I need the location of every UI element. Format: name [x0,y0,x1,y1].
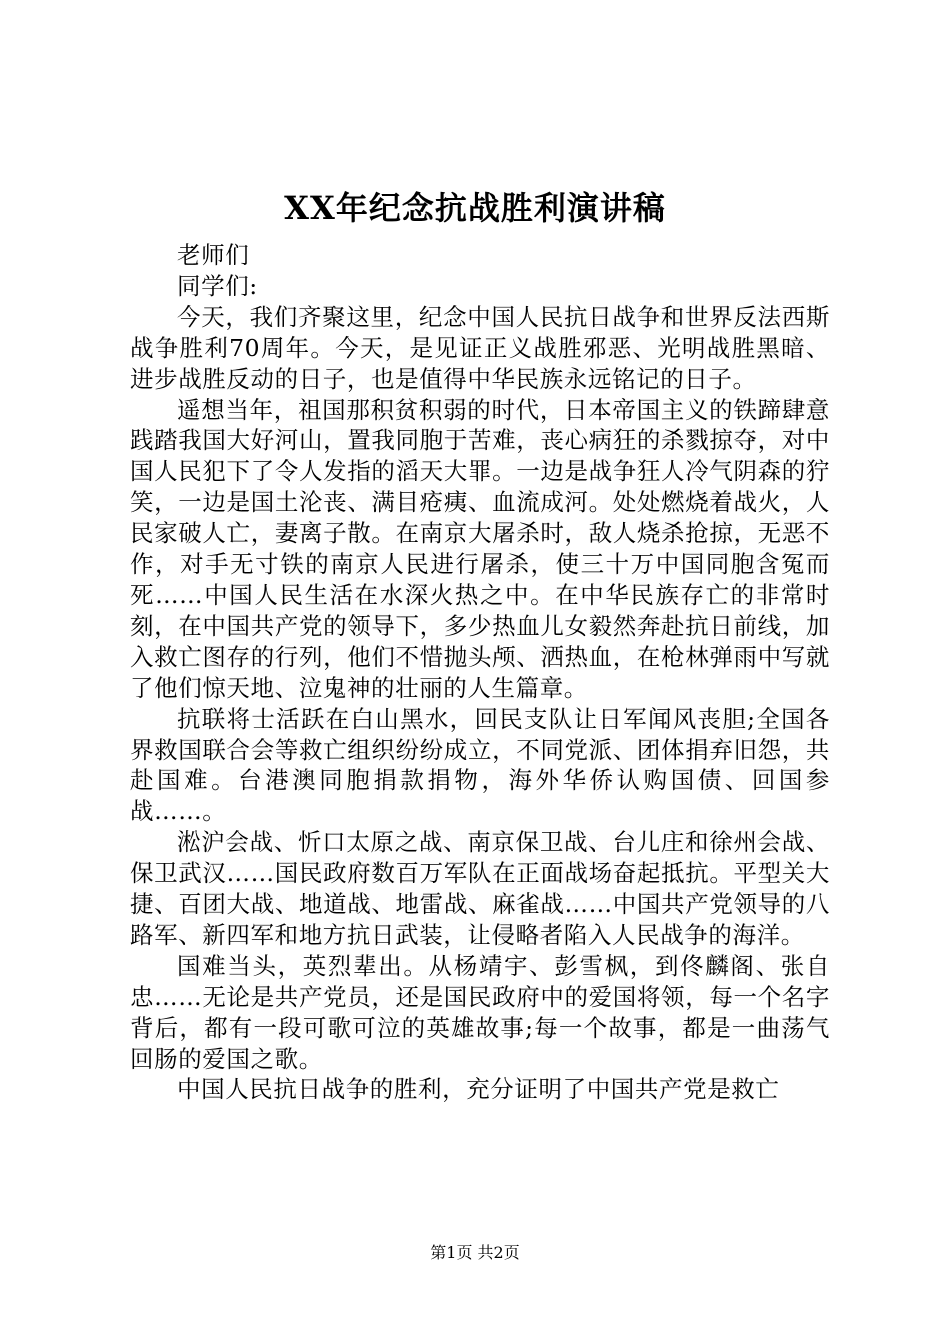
paragraph: 国难当头，英烈辈出。从杨靖宇、彭雪枫，到佟麟阁、张自忠……无论是共产党员，还是国民政府中的爱国将领，每一个名字背后，都有一段可歌可泣的英雄故事;每一个故事，都是一曲荡气回肠的爱国之歌。 [130,951,830,1073]
document-body [130,240,830,1105]
document-title: XX年纪念抗战胜利演讲稿 [284,189,666,227]
paragraph: 遥想当年，祖国那积贫积弱的时代，日本帝国主义的铁蹄肆意践踏我国大好河山，置我同胞于苦难，丧心病狂的杀戮掠夺，对中国人民犯下了令人发指的滔天大罪。一边是战争狂人冷气阴森的狞笑，一边是国土沦丧、满目疮痍、血流成河。处处燃烧着战火，人民家破人亡，妻离子散。在南京大屠杀时，敌人烧杀抢掠，无恶不作，对手无寸铁的南京人民进行屠杀，使三十万中国同胞含冤而死……中国人民生活在水深火热之中。在中华民族存亡的非常时刻，在中国共产党的领导下，多少热血儿女毅然奔赴抗日前线，加入救亡图存的行列，他们不惜抛头颅、洒热血，在枪林弹雨中写就了他们惊天地、泣鬼神的壮丽的人生篇章。 [130,395,830,702]
paragraph: 今天，我们齐聚这里，纪念中国人民抗日战争和世界反法西斯战争胜利70周年。今天，是见证正义战胜邪恶、光明战胜黑暗、进步战胜反动的日子，也是值得中华民族永远铭记的日子。 [130,302,830,393]
paragraph: 中国人民抗日战争的胜利，充分证明了中国共产党是救亡 [177,1075,780,1104]
paragraph: 抗联将士活跃在白山黑水，回民支队让日军闻风丧胆;全国各界救国联合会等救亡组织纷纷成立，不同党派、团体捐弃旧怨，共赴国难。台港澳同胞捐款捐物，海外华侨认购国债、回国参战……。 [130,704,830,826]
salutation-teachers: 老师们 [177,241,250,269]
page-number-footer: 第1页 共2页 [430,1243,520,1262]
salutation-students: 同学们: [177,271,258,300]
paragraph: 淞沪会战、忻口太原之战、南京保卫战、台儿庄和徐州会战、保卫武汉……国民政府数百万军队在正面战场奋起抵抗。平型关大捷、百团大战、地道战、地雷战、麻雀战……中国共产党领导的八路军、新四军和地方抗日武装，让侵略者陷入人民战争的海洋。 [130,828,830,949]
